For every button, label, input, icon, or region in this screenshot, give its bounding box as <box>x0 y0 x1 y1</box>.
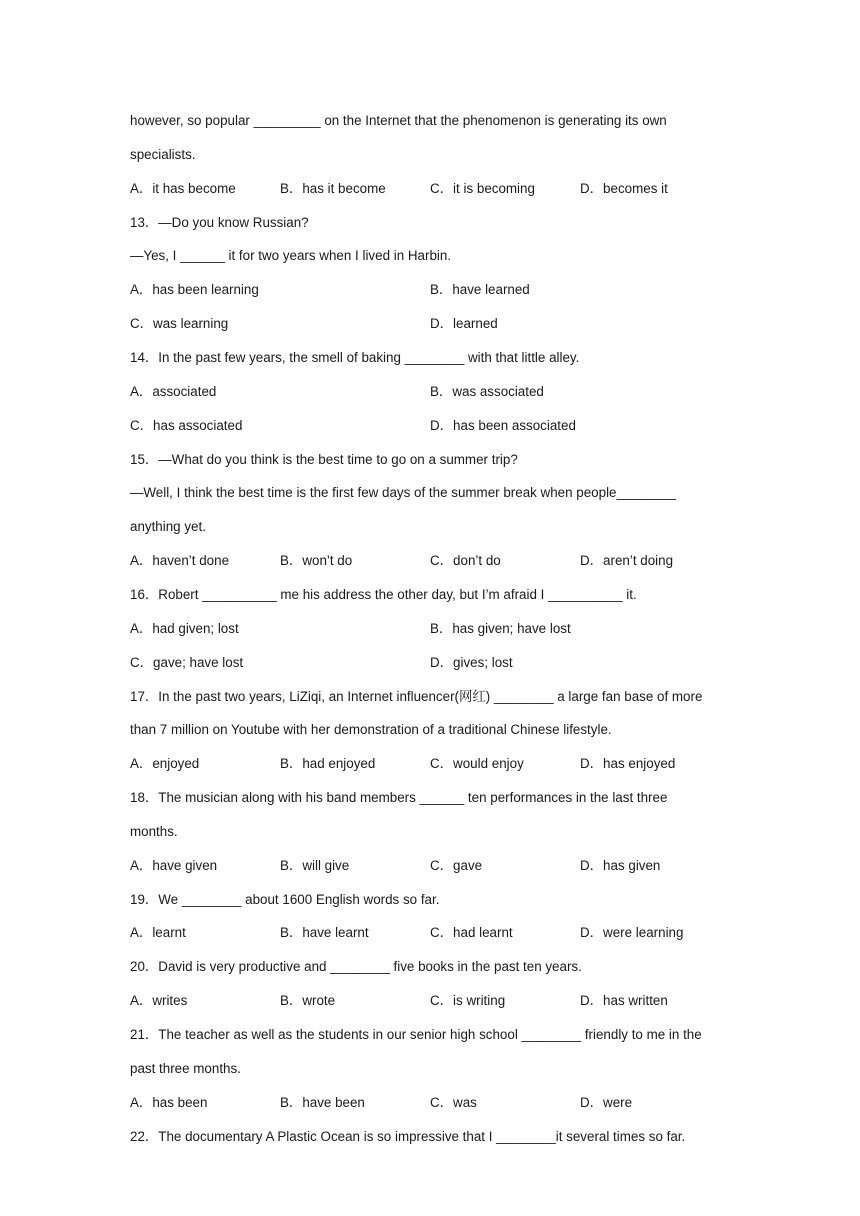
answer-option-b: B．have learned <box>430 282 530 298</box>
question-stem: 13．—Do you know Russian? <box>130 214 309 230</box>
question-stem-continued: anything yet. <box>130 519 206 535</box>
question-stem: 17．In the past two years, LiZiqi, an Internet influencer(网红) ________ a large fan base of more <box>130 688 703 704</box>
answer-option-b: B．wrote <box>280 993 336 1009</box>
question-stem-continued: —Well, I think the best time is the first few days of the summer break when people________ <box>130 485 677 501</box>
answer-option-d: D．were learning <box>580 925 684 941</box>
question-stem-continued: specialists. <box>130 146 196 162</box>
answer-option-c: C．is writing <box>430 993 506 1009</box>
answer-option-d: D．aren’t doing <box>580 553 674 568</box>
answer-option-a: A．has been <box>130 1094 208 1110</box>
answer-option-d: D．has enjoyed <box>580 756 676 772</box>
answer-option-b: B．has given; have lost <box>430 620 571 636</box>
question-stem-continued: months. <box>130 823 178 839</box>
answer-option-d: D．gives; lost <box>430 654 513 670</box>
answer-option-c: C．don’t do <box>430 553 501 568</box>
answer-option-a: A．haven’t done <box>130 553 230 568</box>
answer-option-c: C．it is becoming <box>430 180 535 196</box>
answer-option-d: D．has been associated <box>430 417 576 433</box>
answer-option-a: A．have given <box>130 857 218 873</box>
answer-option-b: B．has it become <box>280 180 386 196</box>
answer-option-a: A．enjoyed <box>130 756 200 772</box>
question-stem: 21．The teacher as well as the students in our senior high school ________ friendly to me in the <box>130 1027 702 1042</box>
answer-option-c: C．was learning <box>130 316 229 332</box>
answer-option-a: A．had given; lost <box>130 620 239 636</box>
answer-option-a: A．associated <box>130 383 217 399</box>
answer-option-a: A．writes <box>130 993 188 1009</box>
answer-option-c: C．has associated <box>130 417 243 433</box>
answer-option-c: C．was <box>430 1094 477 1110</box>
question-stem: however, so popular _________ on the Internet that the phenomenon is generating its own <box>130 113 667 128</box>
answer-option-a: A．learnt <box>130 925 186 941</box>
question-stem: 19．We ________ about 1600 English words so far. <box>130 891 440 907</box>
answer-option-c: C．had learnt <box>430 925 513 941</box>
answer-option-c: C．would enjoy <box>430 756 524 772</box>
answer-option-a: A．has been learning <box>130 282 259 298</box>
question-stem-continued: than 7 million on Youtube with her demonstration of a traditional Chinese lifestyle. <box>130 722 612 738</box>
question-stem: 22．The documentary A Plastic Ocean is so impressive that I ________it several times so far. <box>130 1128 686 1144</box>
answer-option-c: C．gave <box>430 857 483 873</box>
answer-option-d: D．has given <box>580 857 661 873</box>
question-stem: 16．Robert __________ me his address the other day, but I’m afraid I __________ it. <box>130 586 637 602</box>
answer-option-b: B．will give <box>280 857 350 873</box>
question-stem: 14．In the past few years, the smell of baking ________ with that little alley. <box>130 350 580 365</box>
answer-option-d: D．were <box>580 1094 633 1110</box>
answer-option-b: B．had enjoyed <box>280 756 376 772</box>
question-stem: 20．David is very productive and ________ five books in the past ten years. <box>130 959 582 975</box>
answer-option-b: B．was associated <box>430 383 544 399</box>
answer-option-d: D．becomes it <box>580 180 668 196</box>
answer-option-b: B．won’t do <box>280 553 353 568</box>
answer-option-b: B．have learnt <box>280 925 369 941</box>
question-stem: 15．—What do you think is the best time to go on a summer trip? <box>130 451 518 467</box>
question-stem-continued: —Yes, I ______ it for two years when I lived in Harbin. <box>130 248 452 264</box>
answer-option-c: C．gave; have lost <box>130 654 244 670</box>
answer-option-d: D．has written <box>580 993 668 1009</box>
question-stem-continued: past three months. <box>130 1060 241 1076</box>
answer-option-d: D．learned <box>430 316 498 332</box>
question-stem: 18．The musician along with his band members ______ ten performances in the last three <box>130 790 668 805</box>
answer-option-a: A．it has become <box>130 180 236 196</box>
answer-option-b: B．have been <box>280 1094 365 1110</box>
